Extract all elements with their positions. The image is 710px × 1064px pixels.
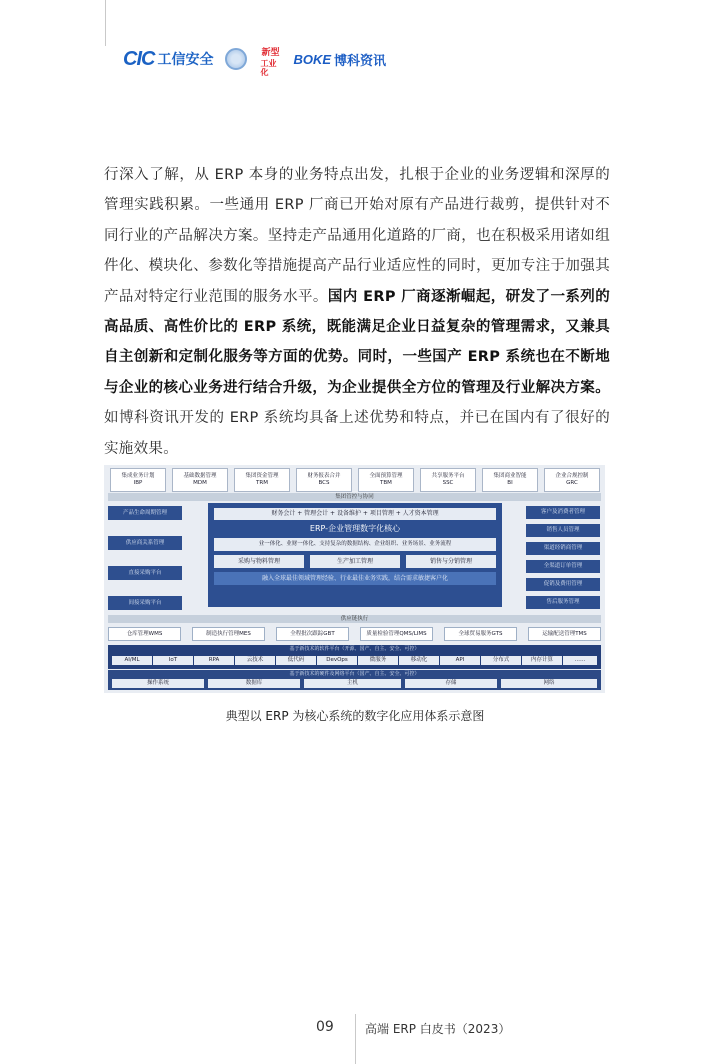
body-paragraph: [104, 160, 610, 464]
header-divider-line: [105, 0, 106, 46]
tech-item: 低代码: [276, 656, 316, 665]
right-app-box: 促销及费用管理: [526, 578, 600, 591]
right-app-box: 全渠道订单管理: [526, 560, 600, 573]
tech-item: 微服务: [358, 656, 398, 665]
tech-item: DevOps: [317, 656, 357, 665]
footer-divider-line: [355, 1014, 356, 1064]
boke-logo: BOKE: [293, 51, 332, 67]
core-title: ERP-企业管理数字化核心: [309, 524, 401, 533]
core-bottom-row: 融入全球最佳领域管理经验、行业最佳业务实践，结合需求敏捷客户化: [214, 572, 496, 585]
tech-item: RPA: [194, 656, 234, 665]
left-app-box: 产品生命周期管理: [108, 506, 182, 520]
hardware-item: 操作系统: [112, 679, 204, 688]
top-system-box: 共享服务平台 SSC: [420, 468, 476, 492]
exec-system-box: 运输配送管理TMS: [528, 627, 601, 641]
diagram-caption: 典型以 ERP 为核心系统的数字化应用体系示意图: [225, 709, 485, 723]
core-module-box: 生产加工管理: [310, 555, 400, 568]
top-system-box: 财务报表合并 BCS: [296, 468, 352, 492]
left-app-box: 直接采购平台: [108, 566, 182, 580]
hardware-item: 存储: [405, 679, 497, 688]
tech-item: 分布式: [481, 656, 521, 665]
hardware-item: 主机: [304, 679, 401, 688]
right-app-box: 客户及消费者管理: [526, 506, 600, 519]
exec-system-box: 全球贸易服务GTS: [444, 627, 517, 641]
exec-system-box: 质量检验管理QMS/LIMS: [360, 627, 433, 641]
boke-logo-name: 博科资讯: [334, 53, 387, 69]
cic-logo: CIC: [123, 47, 155, 70]
right-app-box: 渠道经销商管理: [526, 542, 600, 555]
exec-system-box: 全程批次跟踪GBT: [276, 627, 349, 641]
right-app-box: 销售人员管理: [526, 524, 600, 537]
core-integration-row: 业一体化、业财一体化、支持复杂的数据结构、企业组织、业务场景、业务流程: [214, 538, 496, 551]
right-app-box: 售后服务管理: [526, 596, 600, 609]
top-system-box: 集团资金管理 TRM: [234, 468, 290, 492]
paragraph-text: 如博科资讯开发的 ERP 系统均具备上述优势和特点，并已在国内有了很好的实施效果。: [104, 410, 610, 457]
tech-item: AI/ML: [112, 656, 152, 665]
hardware-item: 网络: [501, 679, 597, 688]
top-system-box: 企业合规控制 GRC: [544, 468, 600, 492]
tech-item: ……: [563, 656, 597, 665]
top-system-box: 全面预算管理 TBM: [358, 468, 414, 492]
core-top-row: 财务会计 + 管理会计 + 设备维护 + 项目管理 + 人才资本管理: [214, 508, 496, 520]
page-number: 09: [316, 1019, 334, 1035]
erp-core-block: [208, 503, 502, 607]
paragraph-bold-text: 国内 ERP 厂商逐渐崛起，研发了一系列的高品质、高性价比的 ERP 系统，既能满足企业日益复杂的管理需求，又兼具自主创新和定制化服务等方面的优势。同时，一些国产 ERP 系统也在不断地与企业的核心业务进行结合升级，为企业提供全方位的管理及行业解决方案。: [104, 288, 611, 396]
top-system-box: 集成业务计划 IBP: [110, 468, 166, 492]
paragraph-text: 行深入了解，从 ERP 本身的业务特点出发，扎根于企业的业务逻辑和深厚的管理实践积累。一些通用 ERP 厂商已开始对原有产品进行裁剪，提供针对不同行业的产品解决方案。坚持走产品通用化道路的厂商，也在积极采用诸如组件化、模块化、参数化等措施提高产品行业适应性的同时，更加专注于加强其产品对特定行业范围的服务水平。: [104, 167, 610, 305]
exec-system-box: 仓库管理WMS: [108, 627, 181, 641]
tech-item: API: [440, 656, 480, 665]
footer-title: 高端 ERP 白皮书（2023）: [365, 1022, 511, 1036]
erp-architecture-diagram: [104, 465, 605, 693]
left-app-box: 供应商关系管理: [108, 536, 182, 550]
software-platform-band: 基于新技术的软件平台（开源、国产、自主、安全、可控）: [108, 645, 601, 669]
left-app-box: 间接采购平台: [108, 596, 182, 610]
seal-logo-icon: [225, 48, 247, 70]
tech-item: 内存计算: [522, 656, 562, 665]
top-system-box: 基础数据管理 MDM: [172, 468, 228, 492]
core-module-box: 采购与物料管理: [214, 555, 304, 568]
new-industrialization-logo: 新型 工业化: [260, 48, 280, 77]
top-system-box: 集团商业智能 BI: [482, 468, 538, 492]
tech-item: IoT: [153, 656, 193, 665]
core-module-box: 销售与分销管理: [406, 555, 496, 568]
hardware-platform-band: 基于新技术的硬件及网络平台（国产、自主、安全、可控）: [108, 670, 601, 690]
group-control-band: 集团管控与协同: [108, 493, 601, 501]
cic-logo-name: 工信安全: [157, 52, 214, 68]
supply-chain-band: 供应链执行: [108, 615, 601, 623]
tech-item: 移动化: [399, 656, 439, 665]
tech-item: 云技术: [235, 656, 275, 665]
hardware-item: 数据库: [208, 679, 300, 688]
exec-system-box: 制造执行管理MES: [192, 627, 265, 641]
header-logos: [123, 45, 387, 77]
